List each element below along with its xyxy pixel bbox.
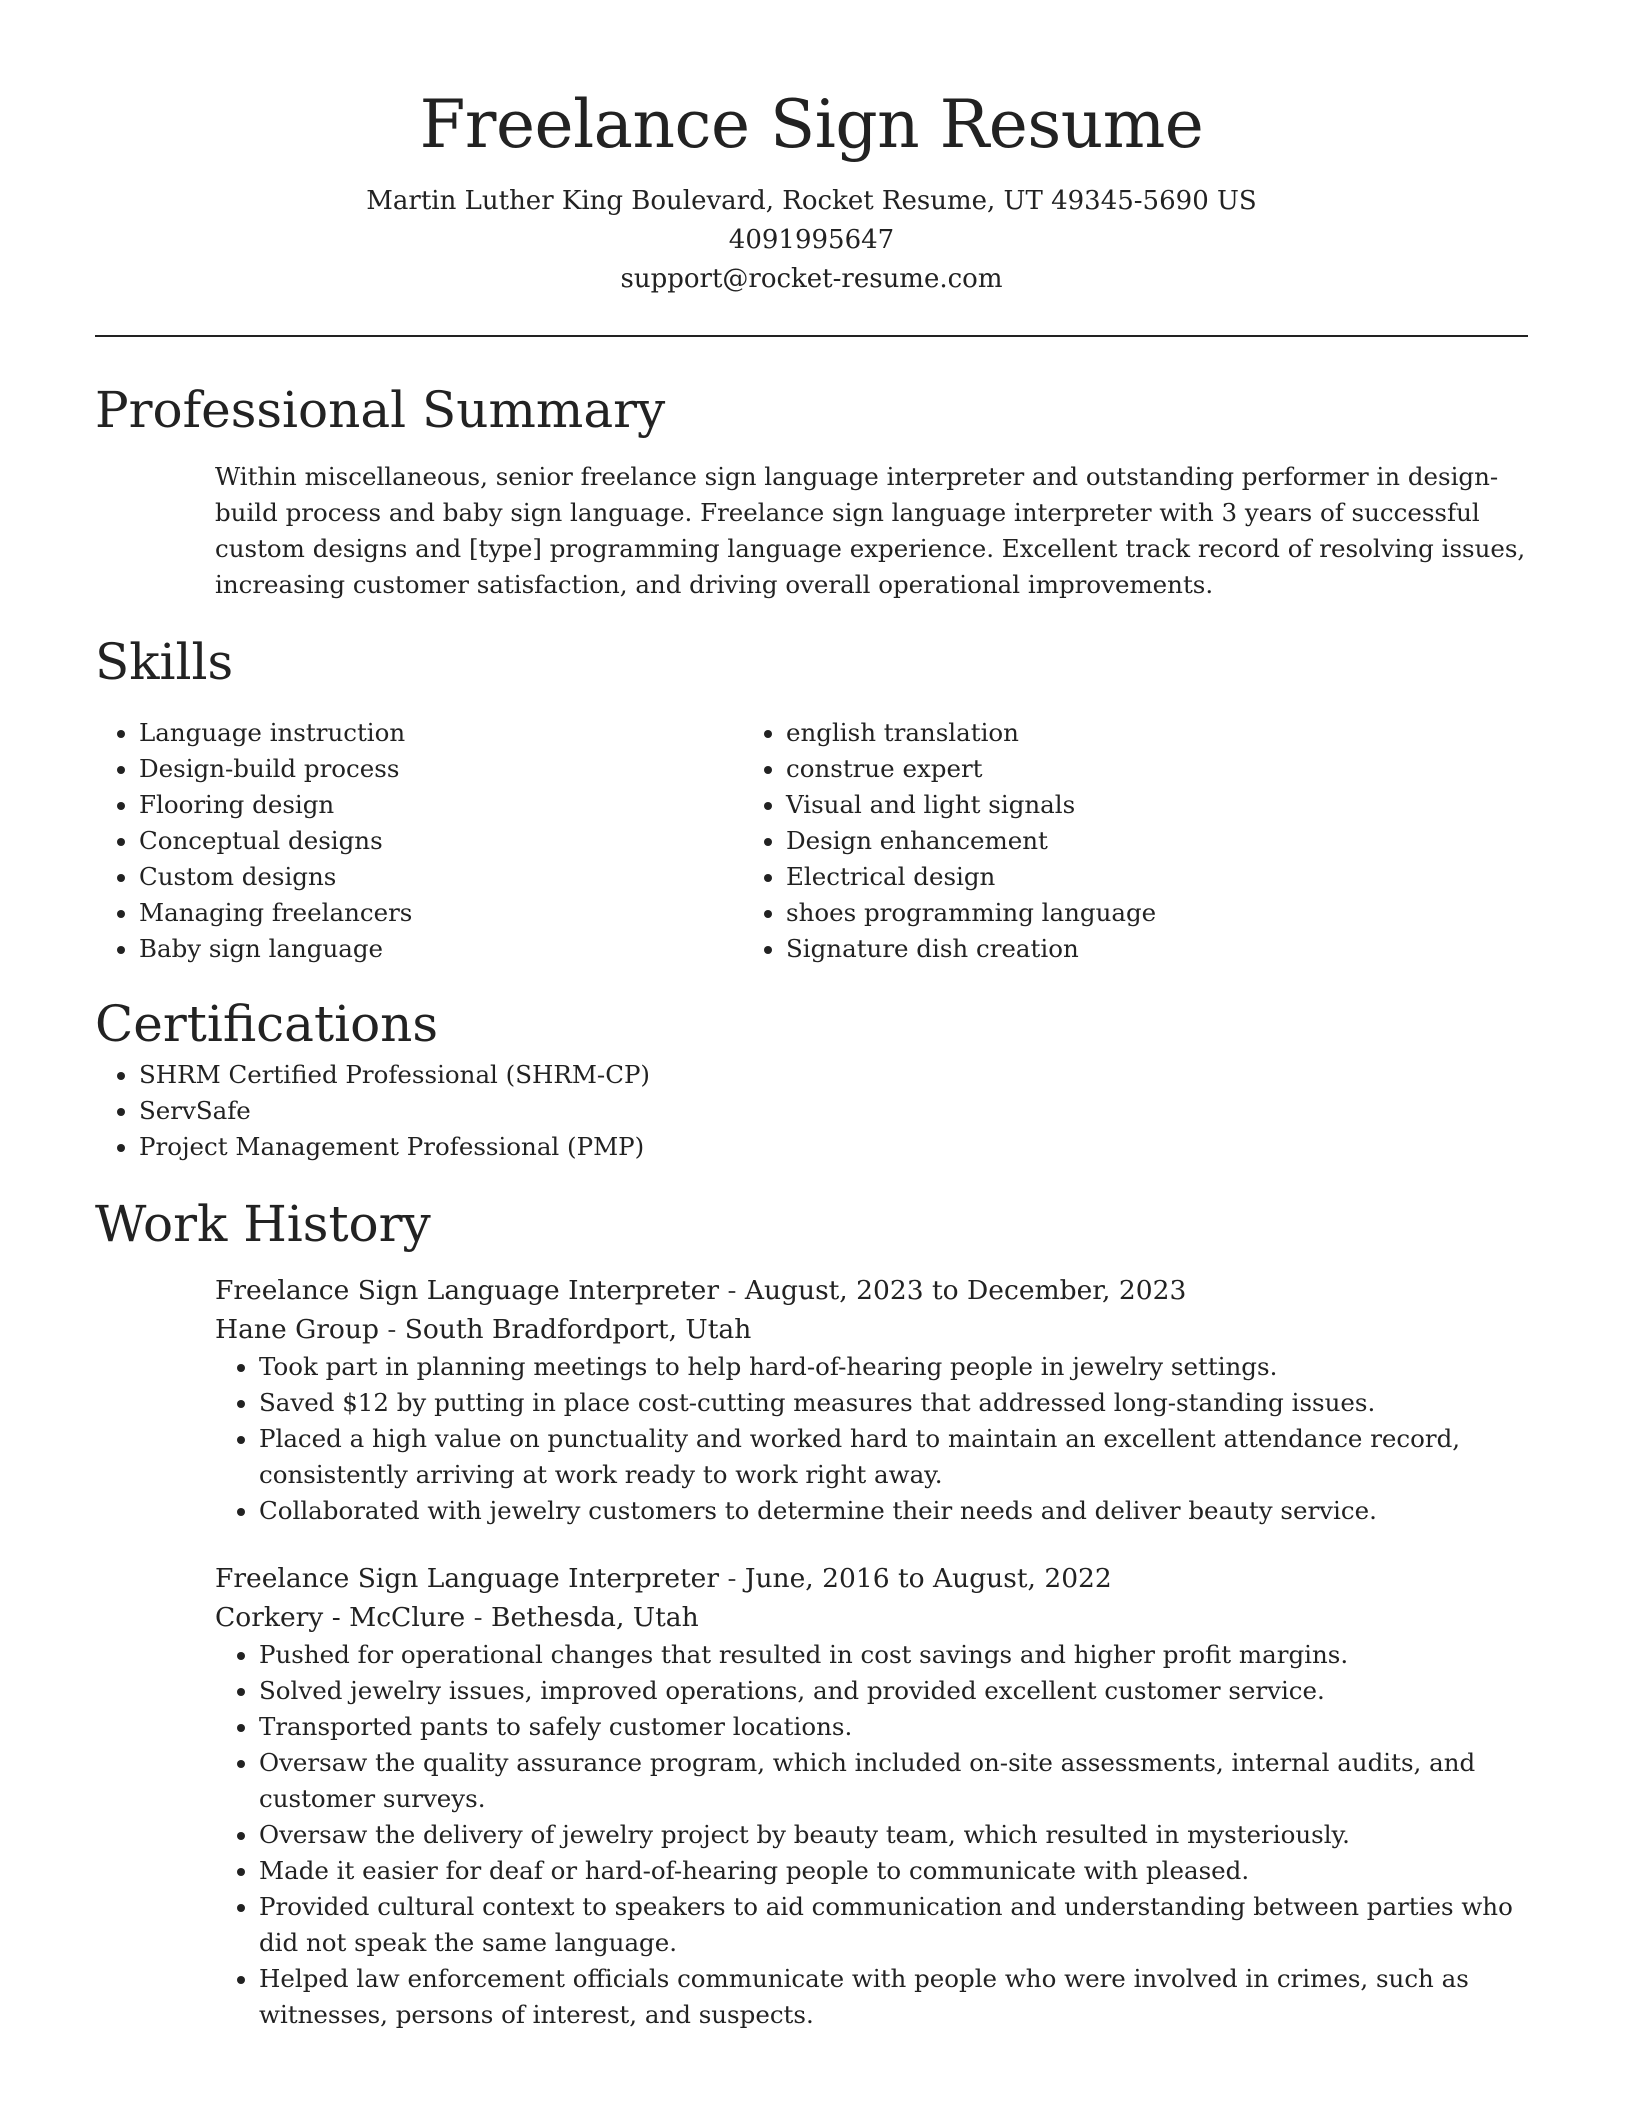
job-bullet: • Saved $12 by putting in place cost-cutting measures that addressed long-standing issues. bbox=[259, 1385, 1528, 1421]
skill-item: • Design-build process bbox=[139, 751, 742, 787]
section-title-work-history: Work History bbox=[95, 1195, 431, 1253]
job-location: Bethesda, Utah bbox=[491, 1602, 699, 1633]
skills-column-2 bbox=[742, 715, 1386, 967]
certifications-list bbox=[95, 1057, 1528, 1165]
job-role: Freelance Sign Language Interpreter bbox=[215, 1275, 720, 1306]
separator: - bbox=[465, 1602, 492, 1633]
job-bullet: • Provided cultural context to speakers to aid communication and understanding between parties who did not speak the same language. bbox=[259, 1889, 1528, 1961]
skill-item: • construe expert bbox=[786, 751, 1386, 787]
resume-header bbox=[95, 0, 1528, 299]
skill-item: • Custom designs bbox=[139, 859, 742, 895]
certification-item: • Project Management Professional (PMP) bbox=[139, 1129, 1528, 1165]
section-title-certifications: Certifications bbox=[95, 995, 439, 1053]
job-company: Hane Group bbox=[215, 1314, 379, 1345]
job-bullet: • Pushed for operational changes that resulted in cost savings and higher profit margins. bbox=[259, 1637, 1528, 1673]
job-bullet: • Oversaw the quality assurance program, which included on-site assessments, internal audits, and customer surveys. bbox=[259, 1745, 1528, 1817]
job-title-line bbox=[215, 1559, 1528, 1598]
job-bullet: • Helped law enforcement officials communicate with people who were involved in crimes, such as witnesses, persons of interest, and suspects. bbox=[259, 1961, 1528, 2033]
job-entry-1 bbox=[215, 1271, 1528, 1529]
job-company: Corkery - McClure bbox=[215, 1602, 466, 1633]
contact-phone: 4091995647 bbox=[728, 225, 895, 255]
job-dates: August, 2023 to December, 2023 bbox=[744, 1275, 1187, 1306]
section-title-skills: Skills bbox=[95, 633, 234, 691]
job-company-line bbox=[215, 1310, 1528, 1349]
separator: - bbox=[719, 1275, 745, 1306]
certification-item: • ServSafe bbox=[139, 1093, 1528, 1129]
job-bullets bbox=[215, 1349, 1528, 1529]
skill-item: • Flooring design bbox=[139, 787, 742, 823]
skills-grid bbox=[95, 715, 1528, 967]
skills-column-1 bbox=[95, 715, 742, 967]
job-dates: June, 2016 to August, 2022 bbox=[744, 1563, 1112, 1594]
job-title-line bbox=[215, 1271, 1528, 1310]
contact-block bbox=[95, 182, 1528, 299]
skill-item: • Language instruction bbox=[139, 715, 742, 751]
resume-name: Freelance Sign Resume bbox=[419, 86, 1204, 163]
skill-item: • english translation bbox=[786, 715, 1386, 751]
certification-item: • SHRM Certified Professional (SHRM-CP) bbox=[139, 1057, 1528, 1093]
separator: - bbox=[719, 1563, 745, 1594]
contact-address: Martin Luther King Boulevard, Rocket Resume, UT 49345-5690 US bbox=[366, 186, 1257, 216]
job-bullet: • Collaborated with jewelry customers to determine their needs and deliver beauty service. bbox=[259, 1493, 1528, 1529]
skill-item: • Conceptual designs bbox=[139, 823, 742, 859]
summary-text: Within miscellaneous, senior freelance sign language interpreter and outstanding performer in design-build process and baby sign language. Freelance sign language interpreter with 3 years of successful custom designs and [type] programming language experience. Excellent track record of resolving issues, increasing customer satisfaction, and driving overall operational improvements. bbox=[215, 462, 1526, 599]
job-bullet: • Took part in planning meetings to help hard-of-hearing people in jewelry settings. bbox=[259, 1349, 1528, 1385]
resume-page bbox=[95, 0, 1528, 2033]
job-bullet: • Oversaw the delivery of jewelry project by beauty team, which resulted in mysteriously. bbox=[259, 1817, 1528, 1853]
job-entry-2 bbox=[215, 1559, 1528, 2033]
skill-item: • Signature dish creation bbox=[786, 931, 1386, 967]
job-location: South Bradfordport, Utah bbox=[404, 1314, 752, 1345]
job-bullets bbox=[215, 1637, 1528, 2033]
job-role: Freelance Sign Language Interpreter bbox=[215, 1563, 720, 1594]
job-bullet: • Placed a high value on punctuality and worked hard to maintain an excellent attendance record, consistently arriving at work ready to work right away. bbox=[259, 1421, 1528, 1493]
contact-email[interactable]: support@rocket-resume.com bbox=[620, 264, 1003, 294]
header-divider bbox=[95, 335, 1528, 337]
skill-item: • Design enhancement bbox=[786, 823, 1386, 859]
job-bullet: • Solved jewelry issues, improved operations, and provided excellent customer service. bbox=[259, 1673, 1528, 1709]
separator: - bbox=[378, 1314, 405, 1345]
job-bullet: • Made it easier for deaf or hard-of-hearing people to communicate with pleased. bbox=[259, 1853, 1528, 1889]
skill-item: • shoes programming language bbox=[786, 895, 1386, 931]
skill-item: • Managing freelancers bbox=[139, 895, 742, 931]
skill-item: • Electrical design bbox=[786, 859, 1386, 895]
job-bullet: • Transported pants to safely customer locations. bbox=[259, 1709, 1528, 1745]
job-company-line bbox=[215, 1598, 1528, 1637]
skill-item: • Baby sign language bbox=[139, 931, 742, 967]
skill-item: • Visual and light signals bbox=[786, 787, 1386, 823]
section-title-summary: Professional Summary bbox=[95, 381, 666, 439]
